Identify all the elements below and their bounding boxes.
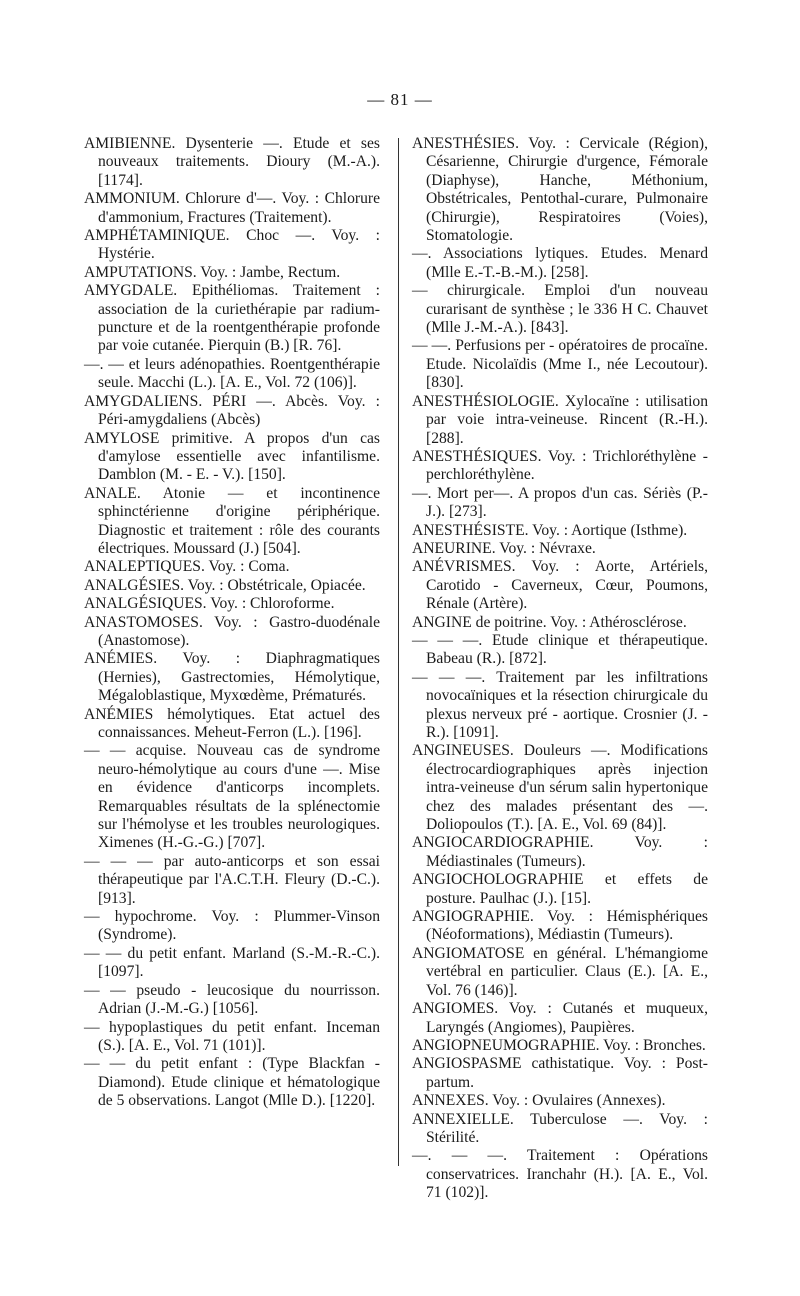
index-entry: ANESTHÉSIES. Voy. : Cervicale (Région), Césarienne, Chirurgie d'urgence, Fémorale (Diaphyse), Hanche, Méthonium, Obstétricales, Pentothal-curare, Pulmonaire (Chirurgie), Respiratoires (Voies), Stomatologie. [412,135,708,245]
index-entry: AMIBIENNE. Dysenterie —. Etude et ses nouveaux traitements. Dioury (M.-A.). [1174]. [84,135,380,189]
index-entry: — — —. Traitement par les infiltrations novocaïniques et la résection chirurgicale du plexus nerveux pré - aortique. Crosnier (J. - R.). [1091]. [412,668,708,741]
index-entry: — — — par auto-anticorps et son essai thérapeutique par l'A.C.T.H. Fleury (D.-C.). [913]. [84,852,380,907]
index-entry: ANALEPTIQUES. Voy. : Coma. [84,558,290,576]
index-entry: ANÉVRISMES. Voy. : Aorte, Artériels, Carotido - Caverneux, Cœur, Poumons, Rénale (Artère). [412,558,708,613]
index-entry: ANESTHÉSISTE. Voy. : Aortique (Isthme). [412,521,688,539]
index-entry: — hypoplastiques du petit enfant. Inceman (S.). [A. E., Vol. 71 (101)]. [84,1018,380,1054]
index-entry: ANASTOMOSES. Voy. : Gastro-duodénale (Anastomose). [84,613,380,649]
index-entry: — chirurgicale. Emploi d'un nouveau curarisant de synthèse ; le 336 H C. Chauvet (Mlle J.-M.-A.). [843]. [412,282,708,337]
index-entry: — hypochrome. Voy. : Plummer-Vinson (Syndrome). [84,908,380,944]
index-entry: — — pseudo - leucosique du nourrisson. Adrian (J.-M.-G.) [1056]. [84,981,380,1018]
index-entry: AMYLOSE primitive. A propos d'un cas d'amylose essentielle avec infantilisme. Damblon (M. - E. - V.). [150]. [84,429,380,484]
index-entry: AMYGDALIENS. PÉRI —. Abcès. Voy. : Péri-amygdaliens (Abcès) [84,392,380,429]
index-entry: ANALGÉSIQUES. Voy. : Chloroforme. [84,595,335,613]
index-entry: ANGIOMES. Voy. : Cutanés et muqueux, Laryngés (Angiomes), Paupières. [412,1000,708,1036]
index-entry: — — acquise. Nouveau cas de syndrome neuro-hémolytique au cours d'une —. Mise en évidence d'anticorps incomplets. Remarquables résultats de la splénectomie sur l'hémolyse et les troubles neurologiques. Ximenes (H.-G.-G.) [707]. [84,742,380,852]
index-entry: —. — —. Traitement : Opérations conservatrices. Iranchahr (H.). [A. E., Vol. 71 (102)]. [412,1147,708,1202]
index-entry: ANNEXIELLE. Tuberculose —. Voy. : Stérilité. [412,1110,708,1146]
index-entry: AMPUTATIONS. Voy. : Jambe, Rectum. [84,263,341,281]
index-entry: ANGIOCHOLOGRAPHIE et effets de posture. Paulhac (J.). [15]. [412,871,708,907]
index-entry: ANGINE de poitrine. Voy. : Athérosclérose. [412,613,687,631]
index-entry: ANÉMIES hémolytiques. Etat actuel des connaissances. Meheut-Ferron (L.). [196]. [84,705,380,741]
index-entry: AMYGDALE. Epithéliomas. Traitement : association de la curiethérapie par radium-puncture et de la roentgenthérapie profonde par voie cutanée. Pierquin (B.) [R. 76]. [84,282,380,355]
index-entry: ANGIOGRAPHIE. Voy. : Hémisphériques (Néoformations), Médiastin (Tumeurs). [412,908,708,944]
index-entry: ANGIOSPASME cathistatique. Voy. : Post-partum. [412,1055,708,1091]
index-entry: ANALGÉSIES. Voy. : Obstétricale, Opiacée. [84,576,366,594]
index-entry: ANGIOMATOSE en général. L'hémangiome vertébral en particulier. Claus (E.). [A. E., Vol. 76 (146)]. [412,944,708,999]
index-entry: ANÉMIES. Voy. : Diaphragmatiques (Hernies), Gastrectomies, Hémolytique, Mégaloblastique, Myxœdème, Prématurés. [84,650,380,705]
index-entry: ANGINEUSES. Douleurs —. Modifications électrocardiographiques après injection intra-veineuse d'un sérum salin hypertonique chez des malades présentant des —. Doliopoulos (T.). [A. E., Vol. 69 (84)]. [412,742,708,834]
index-entry: ANALE. Atonie — et incontinence sphinctérienne d'origine périphérique. Diagnostic et traitement : rôle des courants électriques. Moussard (J.) [504]. [84,484,380,557]
index-entry: ANGIOPNEUMOGRAPHIE. Voy. : Bronches. [412,1036,706,1054]
index-entry: ANNEXES. Voy. : Ovulaires (Annexes). [412,1092,666,1110]
index-entry: —. Mort per—. A propos d'un cas. Sériès (P.-J.). [273]. [412,484,708,521]
index-entry: — — du petit enfant. Marland (S.-M.-R.-C.). [1097]. [84,944,380,981]
index-entry: — — du petit enfant : (Type Blackfan - Diamond). Etude clinique et hématologique de 5 observations. Langot (Mlle D.). [1220]. [84,1055,380,1110]
index-entry: ANESTHÉSIQUES. Voy. : Trichloréthylène - perchloréthylène. [412,447,708,484]
index-entry: AMPHÉTAMINIQUE. Choc —. Voy. : Hystérie. [84,227,380,263]
index-entry: ANESTHÉSIOLOGIE. Xylocaïne : utilisation par voie intra-veineuse. Rincent (R.-H.). [288]. [412,392,708,447]
index-entry: —. — et leurs adénopathies. Roentgenthérapie seule. Macchi (L.). [A. E., Vol. 72 (106)]. [84,355,380,392]
left-column [84,135,380,1111]
right-column [412,135,708,1203]
index-entry: — — —. Etude clinique et thérapeutique. Babeau (R.). [872]. [412,631,708,668]
index-entry: ANGIOCARDIOGRAPHIE. Voy. : Médiastinales (Tumeurs). [412,834,708,870]
index-entry: ANEURINE. Voy. : Névraxe. [412,539,596,557]
page-number: — 81 — [367,90,433,109]
index-entry: — —. Perfusions per - opératoires de procaïne. Etude. Nicolaïdis (Mme I., née Lecoutour). [830]. [412,337,708,392]
index-entry: AMMONIUM. Chlorure d'—. Voy. : Chlorure d'ammonium, Fractures (Traitement). [84,190,380,226]
index-entry: —. Associations lytiques. Etudes. Menard (Mlle E.-T.-B.-M.). [258]. [412,245,708,281]
column-divider [398,138,399,1166]
